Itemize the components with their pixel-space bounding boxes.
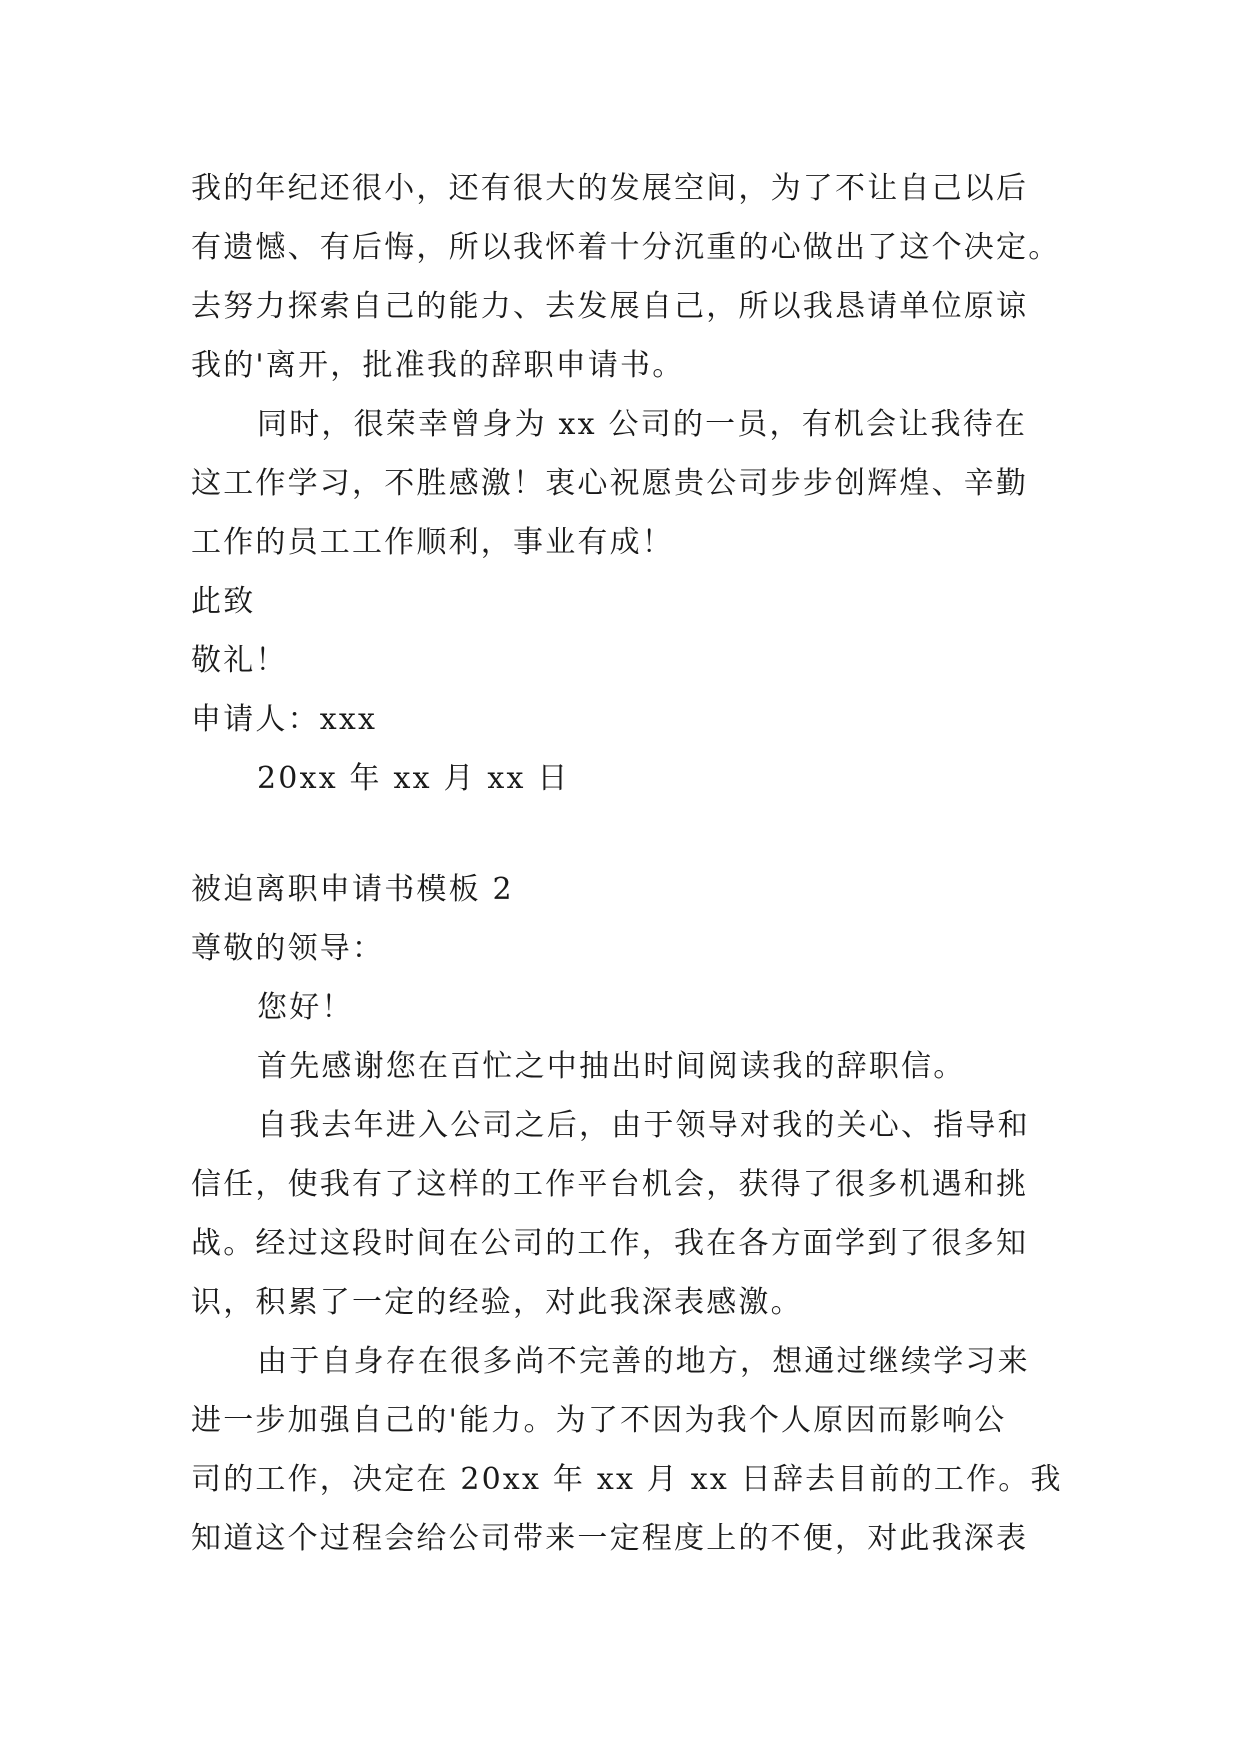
text-line: 我的'离开，批准我的辞职申请书。 bbox=[191, 348, 685, 383]
section-spacer bbox=[191, 808, 1051, 860]
addressee: 尊敬的领导： bbox=[191, 931, 385, 966]
signature-date: 20xx 年 xx 月 xx 日 bbox=[257, 761, 570, 796]
paragraph-decision bbox=[191, 159, 1061, 395]
paragraph-thanks bbox=[191, 395, 1051, 572]
text-line: 去努力探索自己的能力、去发展自己，所以我恳请单位原谅 bbox=[191, 289, 1029, 324]
closing-block bbox=[191, 572, 1051, 808]
text-line: 这工作学习，不胜感激！衷心祝愿贵公司步步创辉煌、辛勤 bbox=[191, 466, 1029, 501]
paragraph-opening: 首先感谢您在百忙之中抽出时间阅读我的辞职信。 bbox=[257, 1049, 966, 1084]
text-line: 工作的员工工作顺利，事业有成！ bbox=[191, 525, 674, 560]
text-line: 由于自身存在很多尚不完善的地方，想通过继续学习来 bbox=[257, 1344, 1030, 1379]
text-line: 司的工作，决定在 20xx 年 xx 月 xx 日辞去目前的工作。我 bbox=[191, 1462, 1063, 1497]
paragraph-experience bbox=[191, 1096, 1051, 1332]
text-line: 我的年纪还很小，还有很大的发展空间，为了不让自己以后 bbox=[191, 171, 1029, 206]
greeting: 您好！ bbox=[257, 990, 354, 1025]
document-body bbox=[191, 159, 1063, 1568]
text-line: 自我去年进入公司之后，由于领导对我的关心、指导和 bbox=[257, 1108, 1030, 1143]
text-line: 识，积累了一定的经验，对此我深表感激。 bbox=[191, 1285, 803, 1320]
text-line: 知道这个过程会给公司带来一定程度上的不便，对此我深表 bbox=[191, 1521, 1029, 1556]
section-title: 被迫离职申请书模板 2 bbox=[191, 872, 514, 907]
section-template-2 bbox=[191, 860, 1063, 1568]
applicant-signature: 申请人：xxx bbox=[191, 702, 378, 737]
closing-salute: 此致 bbox=[191, 584, 256, 619]
text-line: 有遗憾、有后悔，所以我怀着十分沉重的心做出了这个决定。 bbox=[191, 230, 1061, 265]
closing-regards: 敬礼！ bbox=[191, 643, 288, 678]
text-line: 进一步加强自己的'能力。为了不因为我个人原因而影响公 bbox=[191, 1403, 1007, 1438]
paragraph-reason bbox=[191, 1332, 1063, 1568]
text-line: 战。经过这段时间在公司的工作，我在各方面学到了很多知 bbox=[191, 1226, 1029, 1261]
text-line: 同时，很荣幸曾身为 xx 公司的一员，有机会让我待在 bbox=[257, 407, 1028, 442]
text-line: 信任，使我有了这样的工作平台机会，获得了很多机遇和挑 bbox=[191, 1167, 1029, 1202]
